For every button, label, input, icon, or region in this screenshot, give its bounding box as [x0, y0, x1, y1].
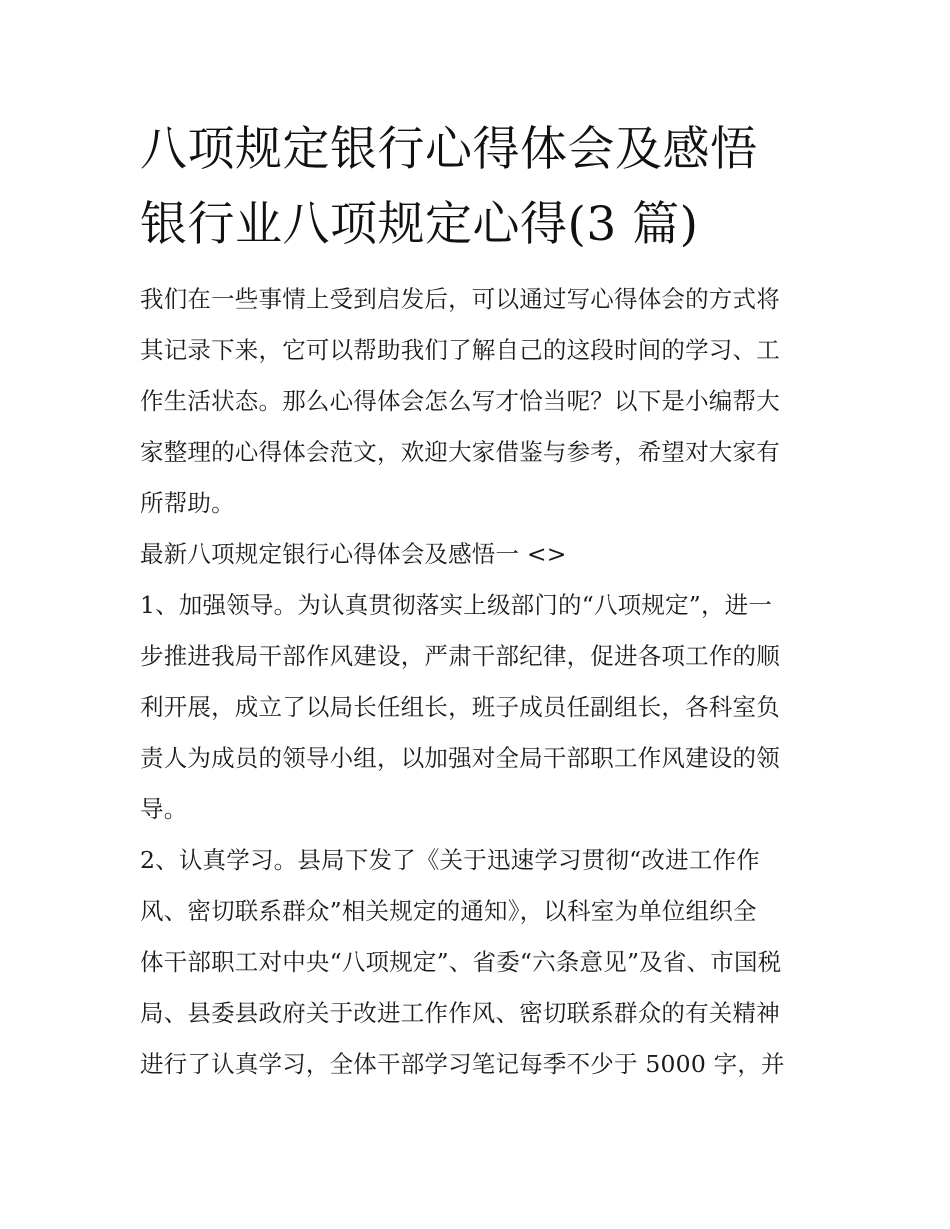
text-line: 体干部职工对中央“八项规定”、省委“六条意见”及省、市国税: [140, 948, 782, 976]
text-line: 利开展，成立了以局长任组长，班子成员任副组长，各科室负: [140, 693, 780, 721]
title-line-1: 八项规定银行心得体会及感悟: [140, 122, 758, 177]
text-line: 家整理的心得体会范文，欢迎大家借鉴与参考，希望对大家有: [140, 438, 780, 466]
text-line: 2、认真学习。县局下发了《关于迅速学习贯彻“改进工作作: [140, 846, 760, 874]
text-line: 作生活状态。那么心得体会怎么写才恰当呢？以下是小编帮大: [140, 387, 780, 415]
document-title: [140, 112, 820, 262]
text-line: 进行了认真学习，全体干部学习笔记每季不少于 5000 字，并: [140, 1050, 785, 1078]
text-line: 我们在一些事情上受到启发后，可以通过写心得体会的方式将: [140, 285, 780, 313]
point-1-paragraph: [140, 580, 820, 835]
text-line: 局、县委县政府关于改进工作作风、密切联系群众的有关精神: [140, 999, 780, 1027]
text-line: 步推进我局干部作风建设，严肃干部纪律，促进各项工作的顺: [140, 642, 780, 670]
text-line: 导。: [140, 795, 188, 823]
title-line-2: 银行业八项规定心得(3 篇): [140, 197, 699, 252]
intro-paragraph: [140, 274, 820, 529]
document-body: [140, 112, 820, 1090]
text-line: 其记录下来，它可以帮助我们了解自己的这段时间的学习、工: [140, 336, 780, 364]
text-line: 责人为成员的领导小组，以加强对全局干部职工作风建设的领: [140, 744, 780, 772]
text-line: 最新八项规定银行心得体会及感悟一 <>: [140, 540, 567, 568]
text-line: 所帮助。: [140, 489, 235, 517]
point-2-paragraph: [140, 835, 820, 1090]
section-heading: [140, 529, 820, 580]
text-line: 风、密切联系群众”相关规定的通知》，以科室为单位组织全: [140, 897, 757, 925]
text-line: 1、加强领导。为认真贯彻落实上级部门的“八项规定”，进一: [140, 591, 773, 619]
